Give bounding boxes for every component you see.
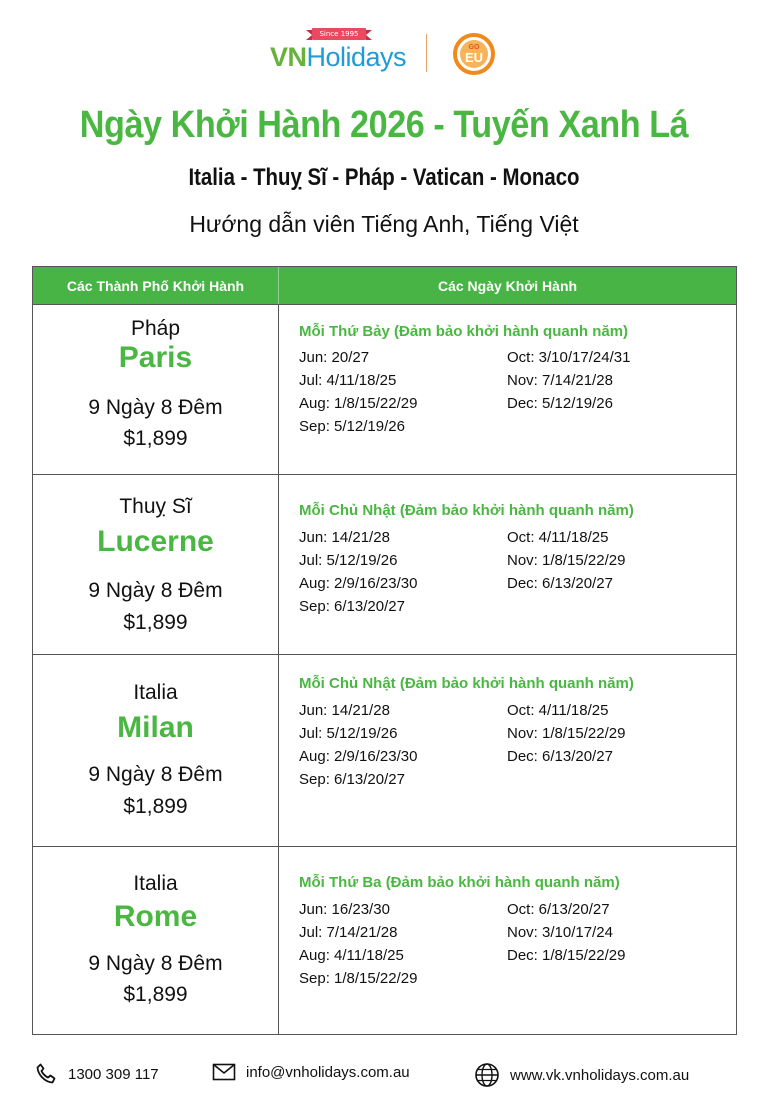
footer-contacts [0,1058,768,1090]
date-entry: Jun: 14/21/28 [299,529,390,546]
email-address: info@vnholidays.com.au [246,1063,410,1081]
date-entry: Nov: 1/8/15/22/29 [507,725,626,742]
date-entry: Aug: 4/11/18/25 [299,947,404,964]
dates-cell [279,847,736,1034]
header-departure-cities: Các Thành Phố Khởi Hành [33,267,279,304]
date-entry: Sep: 1/8/15/22/29 [299,970,418,987]
tour-duration: 9 Ngày 8 Đêm [88,763,223,786]
date-entry: Sep: 6/13/20/27 [299,598,405,615]
date-entry: Aug: 1/8/15/22/29 [299,395,418,412]
country-name: Pháp [130,317,181,340]
departure-frequency: Mỗi Thứ Ba (Đảm bảo khởi hành quanh năm) [299,874,620,891]
table-row [33,846,736,1034]
departure-frequency: Mỗi Thứ Bảy (Đảm bảo khởi hành quanh năm) [299,323,629,340]
dates-cell [279,655,736,846]
dates-grid [299,701,719,790]
goeu-logo[interactable] [452,32,496,76]
wordmark-vn: VN [270,42,307,72]
guide-language: Hướng dẫn viên Tiếng Anh, Tiếng Việt [189,211,579,237]
tour-duration: 9 Ngày 8 Đêm [88,952,223,975]
vnholidays-wordmark [270,42,406,73]
date-entry: Dec: 1/8/15/22/29 [507,947,626,964]
date-entry: Jun: 14/21/28 [299,702,390,719]
phone-contact[interactable] [34,1062,159,1086]
departure-table [32,266,737,1035]
tour-price: $1,899 [123,983,188,1006]
dates-cell [279,475,736,654]
tour-price: $1,899 [123,795,188,818]
date-entry: Jul: 7/14/21/28 [299,924,398,941]
date-entry: Dec: 6/13/20/27 [507,748,613,765]
date-entry: Oct: 3/10/17/24/31 [507,349,631,366]
email-contact[interactable] [212,1062,410,1082]
city-cell [33,305,279,474]
city-cell [33,847,279,1034]
website-url: www.vk.vnholidays.com.au [510,1066,690,1084]
date-entry: Aug: 2/9/16/23/30 [299,575,418,592]
departure-frequency: Mỗi Chủ Nhật (Đảm bảo khởi hành quanh năm) [299,502,634,519]
date-entry: Jul: 5/12/19/26 [299,552,398,569]
date-entry: Jul: 5/12/19/26 [299,725,398,742]
dates-grid [299,348,719,437]
city-name: Milan [117,711,194,744]
phone-icon [34,1062,58,1086]
tour-duration: 9 Ngày 8 Đêm [88,579,223,602]
date-entry: Nov: 1/8/15/22/29 [507,552,626,569]
table-row [33,304,736,474]
table-row [33,654,736,846]
date-entry: Nov: 7/14/21/28 [507,372,613,389]
mail-icon [212,1062,236,1082]
logo-divider [426,34,427,72]
since-ribbon: Since 1995 [312,28,366,40]
dates-grid [299,900,719,989]
wordmark-holidays: Holidays [306,42,407,72]
date-entry: Jul: 4/11/18/25 [299,372,397,389]
tour-price: $1,899 [123,611,188,634]
date-entry: Jun: 20/27 [299,349,370,366]
date-entry: Aug: 2/9/16/23/30 [299,748,418,765]
city-name: Lucerne [97,525,214,558]
date-entry: Oct: 4/11/18/25 [507,529,609,546]
date-entry: Sep: 5/12/19/26 [299,418,405,435]
date-entry: Oct: 4/11/18/25 [507,702,609,719]
logo-row [0,26,768,78]
tour-price: $1,899 [123,427,188,450]
city-cell [33,475,279,654]
table-row [33,474,736,654]
goeu-main-text: EU [464,50,484,65]
globe-icon [474,1062,500,1088]
tour-duration: 9 Ngày 8 Đêm [88,396,223,419]
city-cell [33,655,279,846]
date-entry: Nov: 3/10/17/24 [507,924,613,941]
departure-frequency: Mỗi Chủ Nhật (Đảm bảo khởi hành quanh năm) [299,675,634,692]
vnholidays-logo[interactable] [270,26,407,78]
date-entry: Sep: 6/13/20/27 [299,771,405,788]
header-departure-dates: Các Ngày Khởi Hành [437,277,578,294]
table-header [33,267,736,304]
date-entry: Dec: 6/13/20/27 [507,575,613,592]
date-entry: Oct: 6/13/20/27 [507,901,610,918]
date-entry: Dec: 5/12/19/26 [507,395,613,412]
dates-cell [279,305,736,474]
city-name: Paris [118,341,193,374]
website-contact[interactable] [474,1062,689,1088]
phone-number: 1300 309 117 [68,1065,159,1083]
route-subtitle: Italia - Thuỵ Sĩ - Pháp - Vatican - Monaco [188,164,580,191]
country-name: Italia [133,872,178,895]
date-entry: Jun: 16/23/30 [299,901,390,918]
dates-grid [299,528,719,617]
country-name: Thuỵ Sĩ [119,495,192,518]
goeu-top-text: GO [468,44,480,51]
country-name: Italia [133,681,178,704]
page-title: Ngày Khởi Hành 2026 - Tuyến Xanh Lá [79,104,689,146]
city-name: Rome [113,900,198,933]
